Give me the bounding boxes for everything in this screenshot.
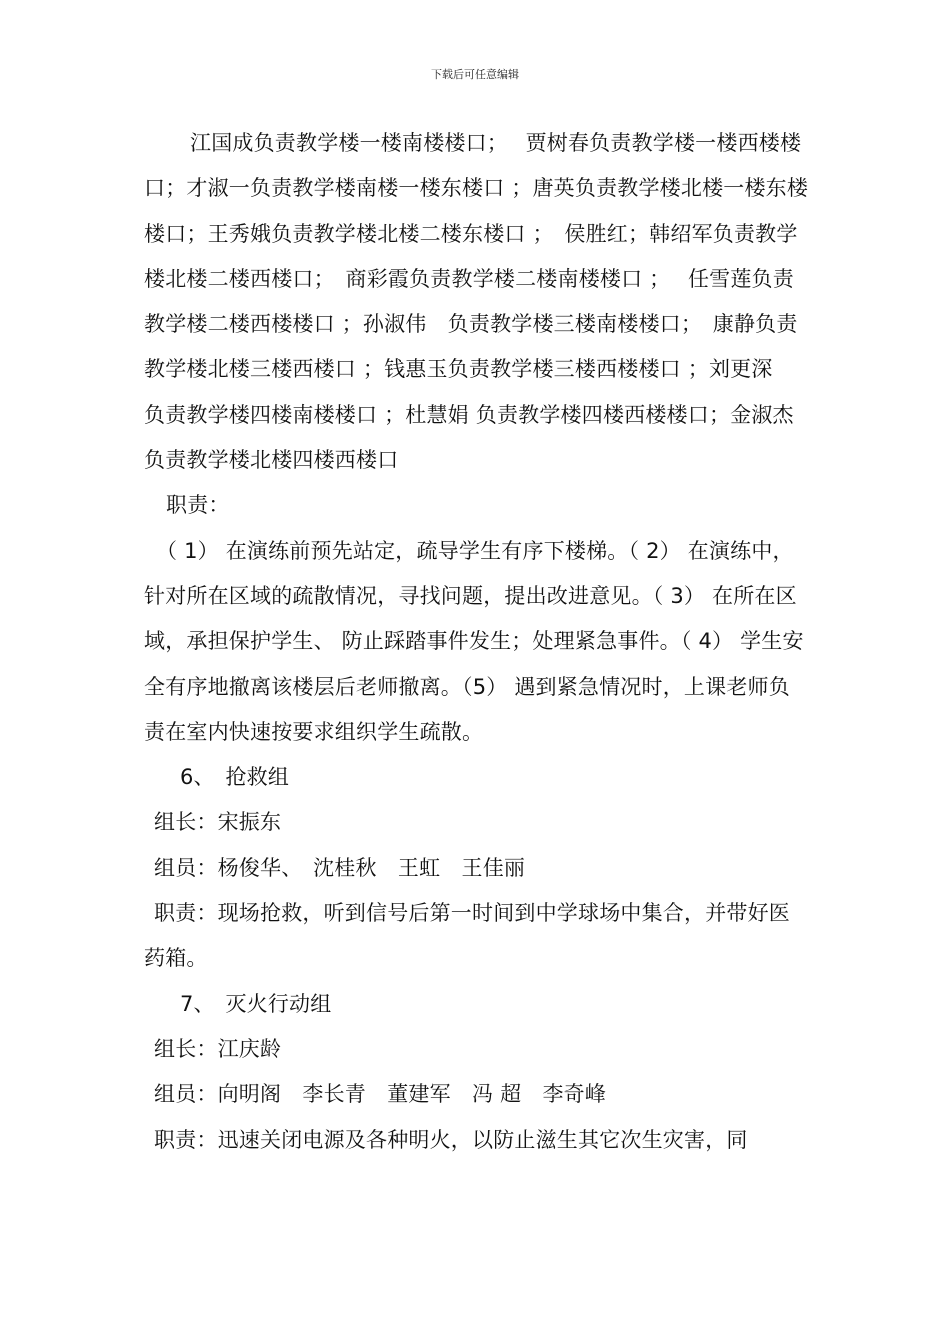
paragraph-firefighting-members: 组员：向明阁 李长青 董建军 冯 超 李奇峰 xyxy=(154,1082,607,1107)
paragraph-rescue-leader: 组长：宋振东 xyxy=(154,810,282,835)
paragraph-rescue-members: 组员：杨俊华、 沈桂秋 王虹 王佳丽 xyxy=(154,855,526,880)
document-body xyxy=(144,121,810,1163)
section-heading-rescue-group: 6、 抢救组 xyxy=(180,765,290,790)
paragraph-stairwell-assignments: 江国成负责教学楼一楼南楼楼口； 贾树春负责教学楼一楼西楼楼口；才淑一负责教学楼南楼一楼东楼口 ；唐英负责教学楼北楼一楼东楼楼口；王秀娥负责教学楼北楼二楼东楼口 ； 侯胜红；韩绍军负责教学楼北楼二楼西楼口； 商彩霞负责教学楼二楼南楼楼口 ； 任雪莲负责教学楼二楼西楼楼口 ；孙淑伟 负责教学楼三楼南楼楼口； 康静负责教学楼北楼三楼西楼口 ；钱惠玉负责教学楼三楼西楼楼口 ；刘更深 负责教学楼四楼南楼楼口 ；杜慧娟 负责教学楼四楼西楼楼口；金淑杰 负责教学楼北楼四楼西楼口 xyxy=(144,131,809,473)
page-header: 下载后可任意编辑 xyxy=(431,68,519,81)
paragraph-firefighting-duties: 职责：迅速关闭电源及各种明火，以防止滋生其它次生灾害，同 xyxy=(154,1127,748,1152)
paragraph-rescue-duties: 职责：现场抢救，听到信号后第一时间到中学球场中集合，并带好医药箱。 xyxy=(144,901,790,971)
paragraph-duties-label: 职责： xyxy=(166,493,230,518)
paragraph-duties: （ 1） 在演练前预先站定，疏导学生有序下楼梯。（ 2） 在演练中，针对所在区域的疏散情况，寻找问题，提出改进意见。（ 3） 在所在区域，承担保护学生、 防止踩踏事件发生；处理紧急事件。（ 4） 学生安全有序地撤离该楼层后老师撤离。（5） 遇到紧急情况时，上课老师负责在室内快速按要求组织学生疏散。 xyxy=(144,538,804,744)
section-heading-firefighting-group: 7、 灭火行动组 xyxy=(180,991,332,1016)
paragraph-firefighting-leader: 组长：江庆龄 xyxy=(154,1036,282,1061)
